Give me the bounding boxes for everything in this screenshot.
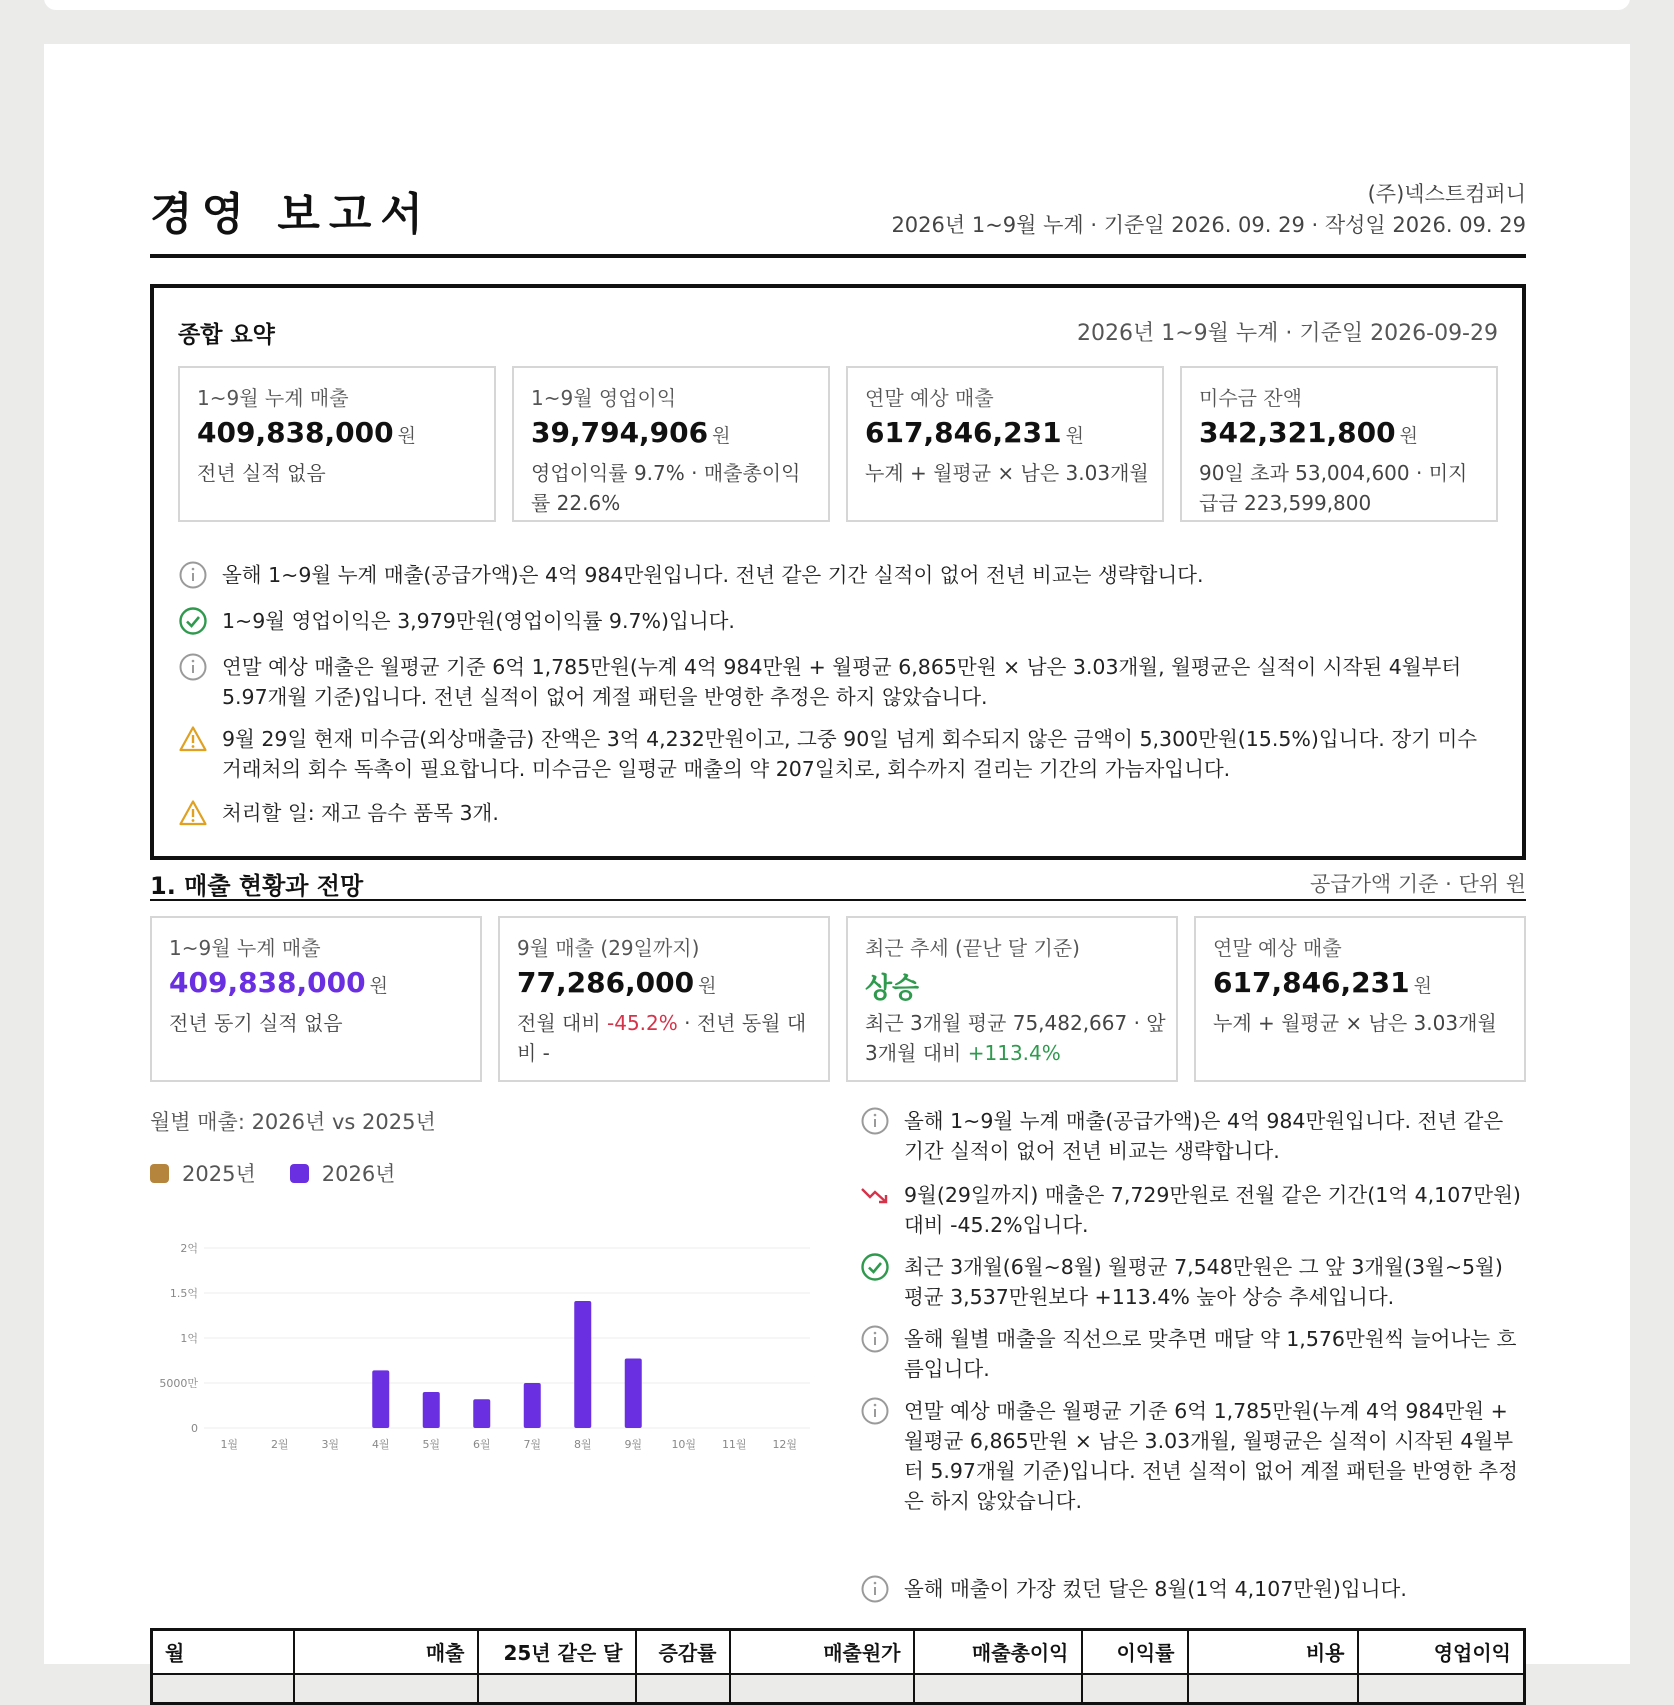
y-tick-label: 0 — [191, 1422, 198, 1435]
y-tick-label: 1.5억 — [169, 1287, 198, 1300]
info-icon — [860, 1396, 890, 1426]
kpi-label: 1~9월 영업이익 — [531, 386, 677, 410]
note-text: 올해 월별 매출을 직선으로 맞추면 매달 약 1,576만원씩 늘어나는 흐름입니다. — [904, 1327, 1517, 1381]
bar-2026 — [625, 1358, 642, 1428]
column-header: 증감률 — [636, 1630, 730, 1674]
kpi-sub: 최근 3개월 평균 75,482,667 · 앞 3개월 대비 +113.4% — [865, 1011, 1166, 1065]
kpi-label: 9월 매출 (29일까지) — [517, 936, 700, 960]
x-tick-label: 3월 — [321, 1438, 340, 1451]
section-note — [860, 1396, 1526, 1516]
x-tick-label: 4월 — [371, 1438, 390, 1451]
kpi-card — [846, 366, 1164, 522]
x-tick-label: 10월 — [671, 1438, 697, 1451]
column-header: 25년 같은 달 — [478, 1630, 636, 1674]
legend-item-2026: 2026년 — [290, 1158, 396, 1188]
bar-2026 — [473, 1399, 490, 1428]
y-tick-label: 1억 — [180, 1332, 198, 1345]
kpi-value: 39,794,906 원 — [531, 416, 731, 449]
note-text: 올해 매출이 가장 컸던 달은 8월(1억 4,107만원)입니다. — [904, 1577, 1407, 1601]
bar-2026 — [524, 1383, 541, 1428]
bar-2026 — [574, 1301, 591, 1428]
kpi-value: 상승 — [865, 971, 920, 1004]
chart-legend — [150, 1158, 429, 1188]
note-text: 9월 29일 현재 미수금(외상매출금) 잔액은 3억 4,232만원이고, 그중 90일 넘게 회수되지 않은 금액이 5,300만원(15.5%)입니다. 장기 미수 거래처의 회수 독촉이 필요합니다. 미수금은 일평균 매출의 약 207일치로, 회수까지 걸리는 기간의 가늠자입니다. — [222, 727, 1478, 781]
summary-note — [178, 798, 1498, 828]
monthly-table — [150, 1628, 1526, 1705]
column-header: 매출원가 — [730, 1630, 914, 1674]
note-text: 연말 예상 매출은 월평균 기준 6억 1,785만원(누계 4억 984만원 + 월평균 6,865만원 × 남은 3.03개월, 월평균은 실적이 시작된 4월부터 5.97개월 기준)입니다. 전년 실적이 없어 계절 패턴을 반영한 추정은 하지 않았습니다. — [904, 1399, 1518, 1513]
kpi-label: 연말 예상 매출 — [1213, 936, 1342, 960]
kpi-label: 연말 예상 매출 — [865, 386, 994, 410]
chart-title: 월별 매출: 2026년 vs 2025년 — [150, 1110, 436, 1134]
check-circle-icon — [860, 1252, 890, 1282]
kpi-sub: 전월 대비 -45.2% · 전년 동월 대비 - — [517, 1011, 807, 1065]
kpi-value: 77,286,000 원 — [517, 966, 717, 999]
x-tick-label: 2월 — [270, 1438, 289, 1451]
kpi-value: 409,838,000 원 — [169, 966, 388, 999]
summary-note — [178, 606, 1498, 636]
x-tick-label: 1월 — [220, 1438, 239, 1451]
monthly-sales-chart — [150, 1240, 820, 1496]
kpi-sub: 전년 동기 실적 없음 — [169, 1011, 343, 1035]
kpi-card — [498, 916, 830, 1082]
section-note — [860, 1180, 1526, 1240]
info-icon — [860, 1106, 890, 1136]
column-header: 매출총이익 — [914, 1630, 1082, 1674]
summary-box — [150, 284, 1526, 860]
trend-down-icon — [860, 1180, 890, 1210]
kpi-sub: 누계 + 월평균 × 남은 3.03개월 — [1213, 1011, 1497, 1035]
kpi-card — [150, 916, 482, 1082]
kpi-label: 1~9월 누계 매출 — [169, 936, 321, 960]
kpi-sub: 90일 초과 53,004,600 · 미지급금 223,599,800 — [1199, 461, 1468, 515]
legend-swatch — [290, 1164, 309, 1183]
x-tick-label: 5월 — [422, 1438, 441, 1451]
warning-icon — [178, 724, 208, 754]
legend-item-2025: 2025년 — [150, 1158, 256, 1188]
kpi-card — [512, 366, 830, 522]
note-text: 올해 1~9월 누계 매출(공급가액)은 4억 984만원입니다. 전년 같은 기간 실적이 없어 전년 비교는 생략합니다. — [904, 1109, 1504, 1163]
column-header: 이익률 — [1082, 1630, 1188, 1674]
kpi-card — [846, 916, 1178, 1082]
section-header — [150, 856, 1526, 901]
x-tick-label: 8월 — [573, 1438, 592, 1451]
kpi-value: 617,846,231 원 — [1213, 966, 1432, 999]
change-positive: +113.4% — [967, 1041, 1061, 1065]
legend-swatch — [150, 1164, 169, 1183]
change-negative: -45.2% — [607, 1011, 678, 1035]
x-tick-label: 6월 — [472, 1438, 491, 1451]
section-note — [860, 1574, 1526, 1604]
warning-icon — [178, 798, 208, 828]
kpi-value: 617,846,231 원 — [865, 416, 1084, 449]
table-row — [152, 1674, 1525, 1704]
kpi-sub: 누계 + 월평균 × 남은 3.03개월 — [865, 461, 1149, 485]
x-tick-label: 9월 — [624, 1438, 643, 1451]
y-tick-label: 5000만 — [159, 1377, 198, 1390]
x-tick-label: 11월 — [721, 1438, 747, 1451]
bar-2026 — [372, 1370, 389, 1428]
note-text: 1~9월 영업이익은 3,979만원(영업이익률 9.7%)입니다. — [222, 609, 735, 633]
top-card-edge — [44, 0, 1630, 10]
note-text: 최근 3개월(6월~8월) 월평균 7,548만원은 그 앞 3개월(3월~5월) 평균 3,537만원보다 +113.4% 높아 상승 추세입니다. — [904, 1255, 1503, 1309]
section-note — [860, 1106, 1526, 1166]
section-note — [860, 1324, 1526, 1384]
report-meta: 2026년 1~9월 누계 · 기준일 2026. 09. 29 · 작성일 2026. 09. 29 — [891, 213, 1526, 237]
info-icon — [178, 652, 208, 682]
note-text: 처리할 일: 재고 음수 품목 3개. — [222, 801, 499, 825]
summary-note — [178, 724, 1498, 784]
kpi-value: 409,838,000 원 — [197, 416, 416, 449]
check-circle-icon — [178, 606, 208, 636]
kpi-card — [1180, 366, 1498, 522]
kpi-label: 1~9월 누계 매출 — [197, 386, 349, 410]
kpi-sub: 영업이익률 9.7% · 매출총이익률 22.6% — [531, 461, 801, 515]
kpi-label: 최근 추세 (끝난 달 기준) — [865, 936, 1080, 960]
info-icon — [860, 1574, 890, 1604]
kpi-value: 342,321,800 원 — [1199, 416, 1418, 449]
kpi-card — [178, 366, 496, 522]
summary-meta: 2026년 1~9월 누계 · 기준일 2026-09-29 — [1077, 321, 1498, 346]
kpi-label: 미수금 잔액 — [1199, 386, 1302, 410]
column-header: 월 — [152, 1630, 294, 1674]
kpi-card — [1194, 916, 1526, 1082]
report-page — [44, 44, 1630, 1664]
note-text: 연말 예상 매출은 월평균 기준 6억 1,785만원(누계 4억 984만원 + 월평균 6,865만원 × 남은 3.03개월, 월평균은 실적이 시작된 4월부터 5.97개월 기준)입니다. 전년 실적이 없어 계절 패턴을 반영한 추정은 하지 않았습니다. — [222, 655, 1462, 709]
section-meta: 공급가액 기준 · 단위 원 — [1310, 872, 1526, 896]
summary-note — [178, 560, 1498, 590]
x-tick-label: 7월 — [523, 1438, 542, 1451]
section-note — [860, 1252, 1526, 1312]
bar-2026 — [423, 1392, 440, 1428]
summary-note — [178, 652, 1498, 712]
column-header: 영업이익 — [1358, 1630, 1525, 1674]
note-text: 올해 1~9월 누계 매출(공급가액)은 4억 984만원입니다. 전년 같은 기간 실적이 없어 전년 비교는 생략합니다. — [222, 563, 1204, 587]
report-header — [150, 134, 1526, 258]
info-icon — [178, 560, 208, 590]
section-title: 1. 매출 현황과 전망 — [150, 872, 364, 900]
info-icon — [860, 1324, 890, 1354]
y-tick-label: 2억 — [180, 1242, 198, 1255]
table-header-row — [152, 1630, 1525, 1674]
kpi-sub: 전년 실적 없음 — [197, 461, 326, 485]
note-text: 9월(29일까지) 매출은 7,729만원로 전월 같은 기간(1억 4,107만원) 대비 -45.2%입니다. — [904, 1183, 1521, 1237]
company-name: (주)넥스트컴퍼니 — [1367, 182, 1526, 206]
summary-title: 종합 요약 — [178, 322, 275, 348]
page-title: 경영 보고서 — [150, 189, 432, 240]
column-header: 매출 — [294, 1630, 478, 1674]
column-header: 비용 — [1188, 1630, 1358, 1674]
x-tick-label: 12월 — [772, 1438, 798, 1451]
